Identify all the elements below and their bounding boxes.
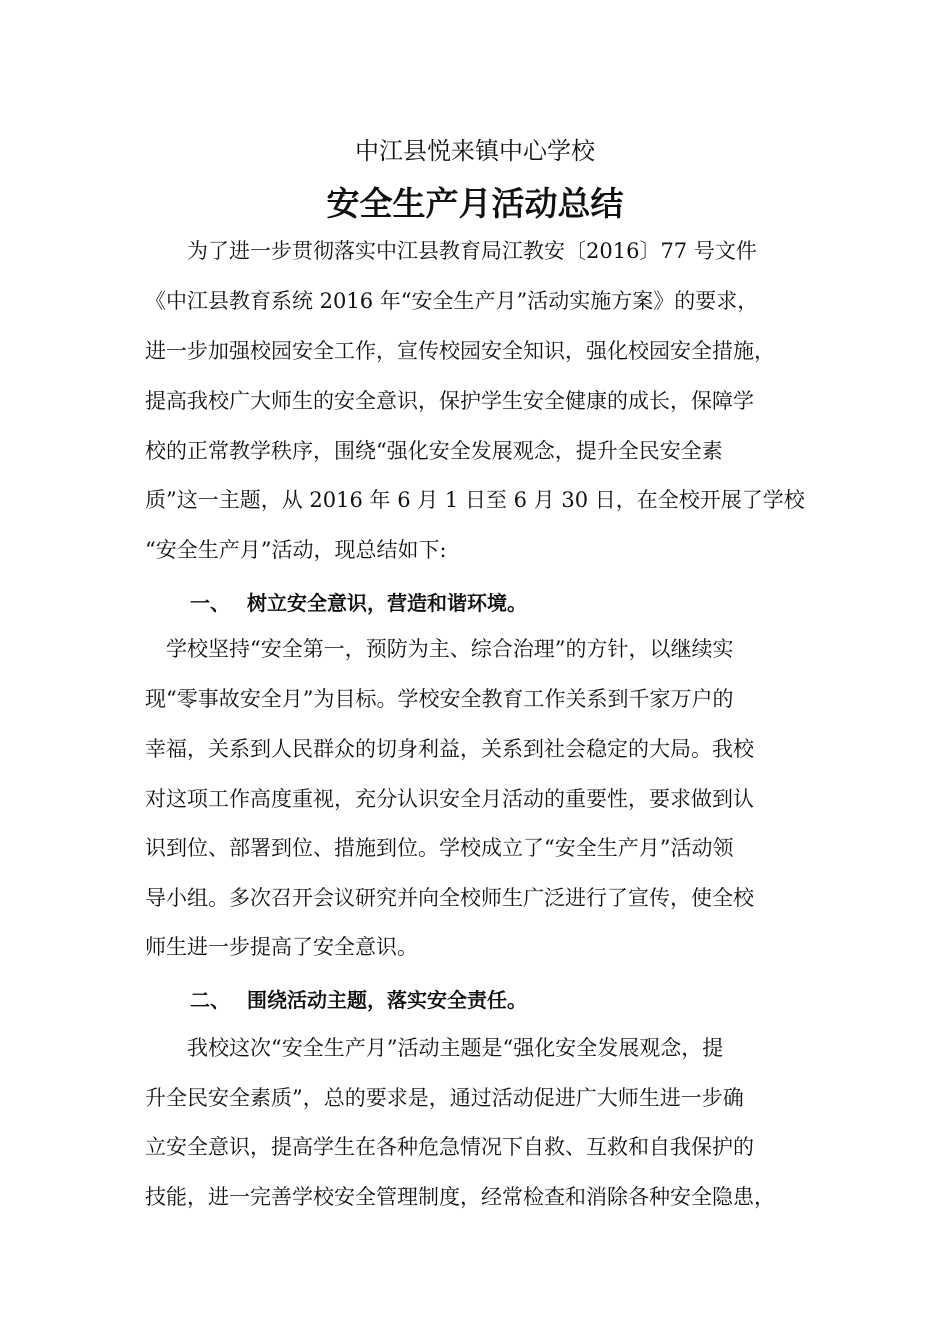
paragraph-line: 《中江县教育系统 2016 年“安全生产月”活动实施方案》的要求， [145, 289, 759, 313]
document-title: 安全生产月活动总结 [326, 184, 624, 223]
paragraph-line: 学校坚持“安全第一，预防为主、综合治理”的方针，以继续实 [145, 637, 734, 661]
paragraph-line: 师生进一步提高了安全意识。 [145, 935, 418, 959]
section-title: 围绕活动主题，落实安全责任。 [247, 988, 527, 1012]
paragraph-line: 质”这一主题，从 2016 年 6 月 1 日至 6 月 30 日，在全校开展了学校 [145, 488, 805, 512]
paragraph-line: 校的正常教学秩序，围绕“强化安全发展观念，提升全民安全素 [145, 439, 723, 463]
paragraph-line: 立安全意识，提高学生在各种危急情况下自救、互救和自我保护的 [145, 1135, 754, 1159]
paragraph-line: 进一步加强校园安全工作，宣传校园安全知识，强化校园安全措施， [145, 339, 775, 363]
paragraph-line: 升全民安全素质”，总的要求是，通过活动促进广大师生进一步确 [145, 1086, 744, 1110]
paragraph-line: 技能，进一完善学校安全管理制度，经常检查和消除各种安全隐患， [145, 1185, 775, 1209]
paragraph-line: “安全生产月”活动，现总结如下: [145, 538, 447, 562]
paragraph-line: 现“零事故安全月”为目标。学校安全教育工作关系到千家万户的 [145, 687, 734, 711]
paragraph-line: 导小组。多次召开会议研究并向全校师生广泛进行了宣传，使全校 [145, 886, 754, 910]
paragraph-line: 为了进一步贯彻落实中江县教育局江教安〔2016〕77 号文件 [145, 239, 757, 263]
paragraph-line: 识到位、部署到位、措施到位。学校成立了“安全生产月”活动领 [145, 836, 734, 860]
section-number: 二、 [190, 988, 230, 1012]
paragraph-line: 我校这次“安全生产月”活动主题是“强化安全发展观念，提 [145, 1036, 724, 1060]
paragraph-line: 对这项工作高度重视，充分认识安全月活动的重要性，要求做到认 [145, 787, 754, 811]
paragraph-line: 幸福，关系到人民群众的切身利益，关系到社会稳定的大局。我校 [145, 737, 754, 761]
paragraph-line: 提高我校广大师生的安全意识，保护学生安全健康的成长，保障学 [145, 389, 754, 413]
section-heading [190, 589, 830, 617]
section-number: 一、 [190, 591, 230, 615]
school-name: 中江县悦来镇中心学校 [355, 137, 595, 165]
section-title: 树立安全意识，营造和谐环境。 [247, 591, 527, 615]
section-heading [190, 986, 830, 1014]
